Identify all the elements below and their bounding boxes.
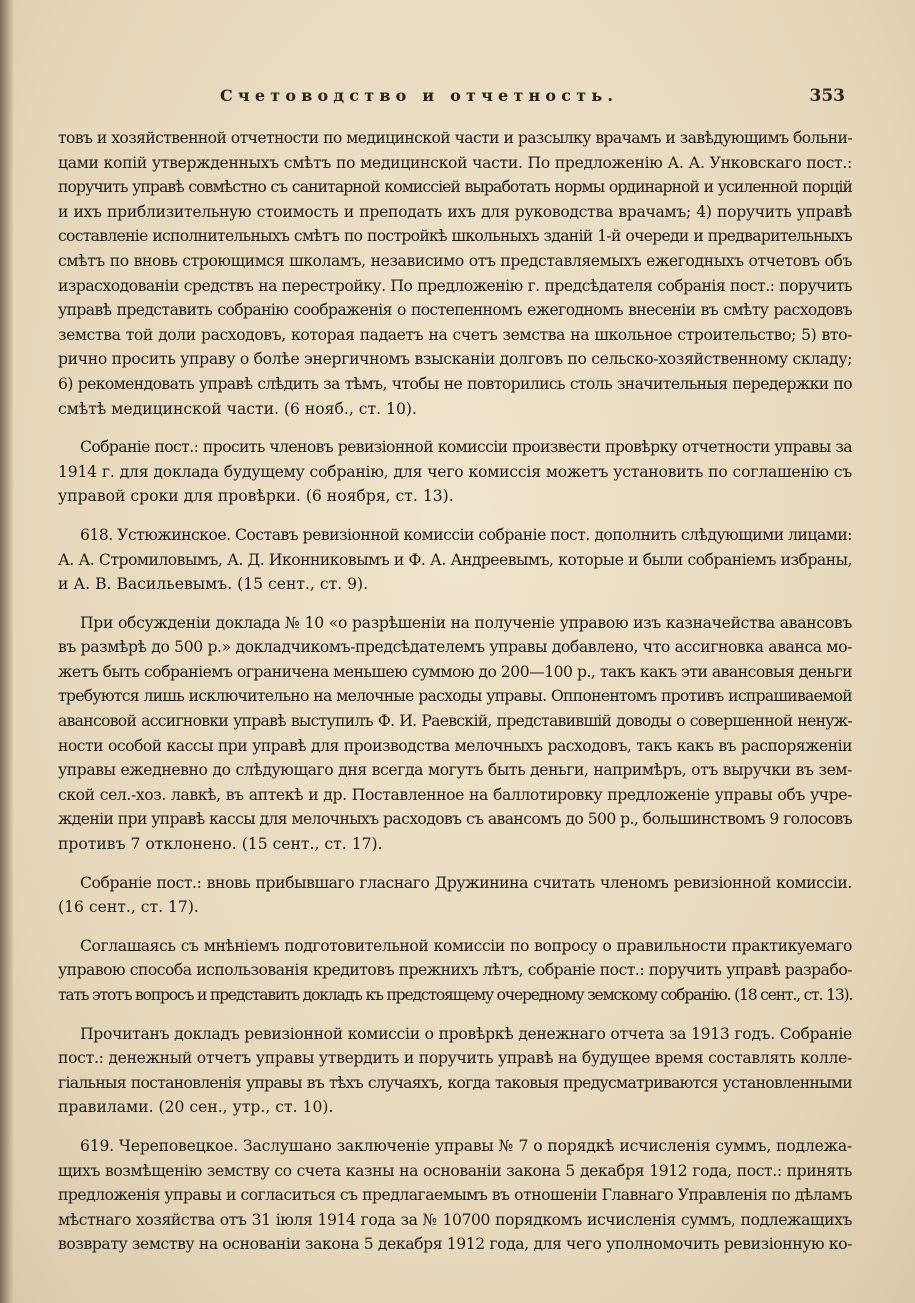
text-line: правилами. (20 сен., утр., ст. 10). — [58, 1098, 334, 1117]
text-line: При обсужденіи доклада № 10 «о разрѣшеніи на полученіе управою изъ казначейства авансовъ — [80, 613, 852, 632]
paragraph-5 — [58, 871, 852, 920]
text-line: цами копій утвержденныхъ смѣтъ по медицинской части. По предложенію А. А. Унковскаго пост.: — [58, 153, 852, 172]
text-line: составленіе исполнительныхъ смѣтъ по постройкѣ школьныхъ зданій 1-й очереди и предварительныхъ — [58, 227, 852, 246]
text-line: предложенія управы и согласиться съ предлагаемымъ въ отношеніи Главнаго Управленія по дѣламъ — [58, 1186, 852, 1205]
text-line: мѣстнаго хозяйства отъ 31 іюля 1914 года за № 10700 порядкомъ исчисленія суммъ, подлежащихъ — [58, 1210, 852, 1229]
text-line: и ихъ приблизительную стоимость и преподать ихъ для руководства врачамъ; 4) поручить управѣ — [58, 202, 852, 221]
text-line: поручить управѣ совмѣстно съ санитарной комиссіей выработать нормы ординарной и усиленной порцій — [58, 178, 852, 197]
text-line: управою способа использованія кредитовъ прежнихъ лѣтъ, собраніе пост.: поручить управѣ разрабо- — [58, 961, 852, 980]
text-line: пост.: денежный отчетъ управы утвердить и поручить управѣ на будущее время составлять колле- — [58, 1049, 852, 1068]
text-line: ской сел.-хоз. лавкѣ, въ аптекѣ и др. Поставленное на баллотировку предложеніе управы объ учре- — [58, 785, 852, 804]
text-line: 619. Череповецкое. Заслушано заключеніе управы № 7 о порядкѣ исчисленія суммъ, подлежа- — [80, 1136, 852, 1155]
text-line: товъ и хозяйственной отчетности по медицинской части и разсылку врачамъ и завѣдующимъ больни- — [58, 129, 852, 147]
text-line: израсходованіи средствъ на перестройку. По предложенію г. предсѣдателя собранія пост.: поручить — [58, 276, 852, 295]
text-line: тать этотъ вопросъ и представить докладъ къ предстоящему очередному земскому собранію. (18 сент., ст. 13). — [58, 986, 853, 1004]
paragraph-1 — [58, 126, 852, 421]
text-line: жетъ быть собраніемъ ограничена меньшею суммою до 200—100 р., такъ какъ эти авансовыя деньги — [58, 662, 852, 681]
body-text — [58, 126, 852, 1271]
text-line: и А. В. Васильевымъ. (15 сент., ст. 9). — [58, 575, 369, 594]
text-line: ности особой кассы при управѣ для производства мелочныхъ расходовъ, такъ какъ въ распоряженіи — [58, 736, 852, 755]
text-line: смѣтѣ медицинской части. (6 нояб., ст. 10). — [58, 399, 417, 418]
text-line: управѣ представить собранію соображенія о постепенномъ ежегодномъ внесеніи въ смѣту расходовъ — [58, 301, 852, 320]
text-line: противъ 7 отклонено. (15 сент., ст. 17). — [58, 835, 383, 854]
text-line: возврату земству на основаніи закона 5 декабря 1912 года, для чего уполномочить ревизіонную ко- — [58, 1235, 852, 1254]
paragraph-3 — [58, 523, 852, 597]
text-line: 6) рекомендовать управѣ слѣдить за тѣмъ, чтобы не повторились столь значительныя передержки по — [58, 374, 852, 393]
text-line: смѣтъ по вновь строющимся школамъ, независимо отъ представляемыхъ ежегодныхъ отчетовъ объ — [58, 251, 852, 270]
text-line: щихъ возмѣщенію земству со счета казны на основаніи закона 5 декабря 1912 года, пост.: принять — [58, 1161, 852, 1180]
page-header — [60, 86, 845, 116]
text-line: Собраніе пост.: вновь прибывшаго гласнаго Дружинина считать членомъ ревизіонной комиссіи. — [80, 873, 852, 892]
text-line: управой сроки для провѣрки. (6 ноября, ст. 13). — [58, 487, 454, 506]
text-line: А. А. Стромиловымъ, А. Д. Иконниковымъ и Ф. А. Андреевымъ, которые и были собраніемъ избраны, — [58, 550, 852, 569]
paragraph-2 — [58, 435, 852, 509]
text-line: земства той доли расходовъ, которая падаетъ на счетъ земства на школьное строительство; 5) вто- — [58, 325, 852, 344]
text-line: жденіи при управѣ кассы для мелочныхъ расходовъ съ авансомъ до 500 р., большинствомъ 9 голосовъ — [58, 810, 852, 829]
text-line: авансовой ассигновки управѣ выступилъ Ф. И. Раевскій, представившій доводы о совершенной ненуж- — [58, 712, 852, 731]
text-line: Собраніе пост.: просить членовъ ревизіонной комиссіи произвести провѣрку отчетности управы за — [80, 438, 852, 457]
running-title: Счетоводство и отчетность. — [220, 86, 619, 105]
text-line: (16 сент., ст. 17). — [58, 898, 199, 917]
page-number: 353 — [809, 86, 845, 106]
text-line: Соглашаясь съ мнѣніемъ подготовительной комиссіи по вопросу о правильности практикуемаго — [80, 936, 852, 955]
text-line: въ размѣрѣ до 500 р.» докладчикомъ-предсѣдателемъ управы добавлено, что ассигновка аванса мо- — [58, 638, 852, 657]
paragraph-6 — [58, 934, 852, 1008]
text-line: требуются лишь исключительно на мелочные расходы управы. Оппонентомъ противъ испрашиваемой — [58, 687, 852, 706]
page-binding-shadow — [0, 0, 14, 1303]
text-line: управы ежедневно до слѣдующаго дня всегда могутъ быть деньги, напримѣръ, отъ выручки въ зем- — [58, 761, 852, 780]
paragraph-4 — [58, 611, 852, 857]
paragraph-8 — [58, 1134, 852, 1257]
text-line: гіальныя постановленія управы въ тѣхъ случаяхъ, когда таковыя предусматриваются установленными — [58, 1073, 852, 1092]
text-line: Прочитанъ докладъ ревизіонной комиссіи о провѣркѣ денежнаго отчета за 1913 годъ. Собраніе — [80, 1024, 852, 1043]
text-line: 1914 г. для доклада будущему собранію, для чего комиссія можетъ установить по соглашенію съ — [58, 462, 852, 481]
text-line: рично просить управу о болѣе энергичномъ взысканіи долговъ по сельско-хозяйственному складу; — [58, 350, 853, 369]
paragraph-7 — [58, 1022, 852, 1120]
text-line: 618. Устюжинское. Составъ ревизіонной комиссіи собраніе пост. дополнить слѣдующими лицами: — [80, 525, 853, 544]
